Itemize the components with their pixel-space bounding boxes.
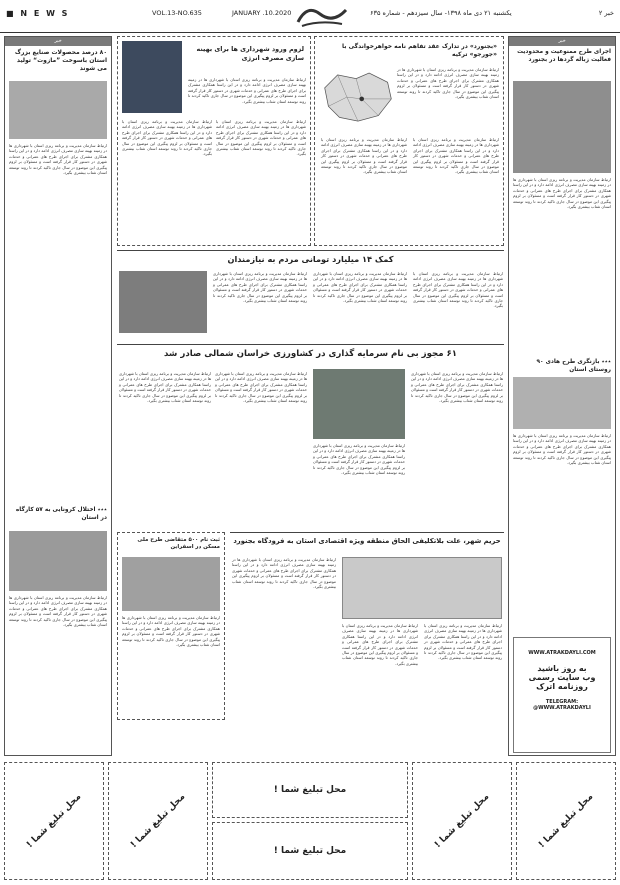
article-title: لزوم ورود شهرداری ها برای بهینه سازی مصرف انرژی: [196, 45, 304, 62]
article-body: ارتباط سازمان مدیریت و برنامه ریزی استان با شهرداری ها در زمینه بهینه سازی مصرف انرژی ادامه دارد و در این راستا همکاری مشترک برای اجرای طرح های عمرانی و خدمات شهری در دستور کار قرار گرفته است و مسئولان بر لزوم پیگیری این موضوع در سال جاری تاکید کردند تا روند توسعه استان شتاب بیشتری بگیرد.: [313, 271, 407, 304]
workshop-photo: [9, 531, 107, 591]
ad-slot[interactable]: محل تبلیغ شما !: [516, 762, 616, 880]
left-column: [4, 36, 112, 756]
article-title: ثبت نام ۵۰۰ متقاضی طرح ملی مسکن در اسفراین: [137, 537, 220, 551]
article-body: ارتباط سازمان مدیریت و برنامه ریزی استان با شهرداری ها در زمینه بهینه سازی مصرف انرژی ادامه دارد و در این راستا همکاری مشترک برای اجرای طرح های عمرانی و خدمات شهری در دستور کار قرار گرفته است و مسئولان بر لزوم پیگیری این موضوع در سال جاری تاکید کردند تا روند توسعه استان شتاب بیشتری بگیرد.: [411, 371, 503, 404]
ad-line1: به روز باشید: [537, 664, 587, 673]
page-number: خبر ۲: [598, 9, 614, 17]
article-body: ارتباط سازمان مدیریت و برنامه ریزی استان با شهرداری ها در زمینه بهینه سازی مصرف انرژی ادامه دارد و در این راستا همکاری مشترک برای اجرای طرح های عمرانی و خدمات شهری در دستور کار قرار گرفته است و مسئولان بر لزوم پیگیری این موضوع در سال جاری تاکید کردند تا روند توسعه استان شتاب بیشتری بگیرد.: [513, 433, 611, 466]
article-body: ارتباط سازمان مدیریت و برنامه ریزی استان با شهرداری ها در زمینه بهینه سازی مصرف انرژی ادامه دارد و در این راستا همکاری مشترک برای اجرای طرح های عمرانی و خدمات شهری در دستور کار قرار گرفته است و مسئولان بر لزوم پیگیری این موضوع در سال جاری تاکید کردند تا روند توسعه استان شتاب بیشتری بگیرد.: [188, 77, 306, 104]
ad-url[interactable]: WWW.ATRAKDAYLI.COM: [528, 650, 596, 656]
column-banner: خبر: [5, 37, 111, 46]
persian-date: یکشنبه ۲۱ دی ماه ۱۳۹۸- سال سیزدهم - شماره ۶۳۵: [370, 9, 512, 17]
ad-slot[interactable]: محل تبلیغ شما !: [412, 762, 512, 880]
article-body: ارتباط سازمان مدیریت و برنامه ریزی استان با شهرداری ها در زمینه بهینه سازی مصرف انرژی ادامه دارد و در این راستا همکاری مشترک برای اجرای طرح های عمرانی و خدمات شهری در دستور کار قرار گرفته است و مسئولان بر لزوم پیگیری این موضوع در سال جاری تاکید کردند تا روند توسعه استان شتاب بیشتری بگیرد.: [232, 557, 336, 590]
ad-slot[interactable]: محل تبلیغ شما !: [108, 762, 208, 880]
volume-number: VOL.13-NO.635: [152, 9, 202, 17]
article-box-left: [117, 36, 311, 246]
article-body: ارتباط سازمان مدیریت و برنامه ریزی استان با شهرداری ها در زمینه بهینه سازی مصرف انرژی ادامه دارد و در این راستا همکاری مشترک برای اجرای طرح های عمرانی و خدمات شهری در دستور کار قرار گرفته است و مسئولان بر لزوم پیگیری این موضوع در سال جاری تاکید کردند تا روند توسعه استان شتاب بیشتری بگیرد.: [397, 67, 499, 100]
gas-flame-photo: [122, 41, 182, 113]
ad-slot[interactable]: محل تبلیغ شما !: [212, 762, 408, 818]
article-body: ارتباط سازمان مدیریت و برنامه ریزی استان با شهرداری ها در زمینه بهینه سازی مصرف انرژی ادامه دارد و در این راستا همکاری مشترک برای اجرای طرح های عمرانی و خدمات شهری در دستور کار قرار گرفته است و مسئولان بر لزوم پیگیری این موضوع در سال جاری تاکید کردند تا روند توسعه استان شتاب بیشتری بگیرد.: [424, 623, 502, 661]
article-body: ارتباط سازمان مدیریت و برنامه ریزی استان با شهرداری ها در زمینه بهینه سازی مصرف انرژی ادامه دارد و در این راستا همکاری مشترک برای اجرای طرح های عمرانی و خدمات شهری در دستور کار قرار گرفته است و مسئولان بر لزوم پیگیری این موضوع در سال جاری تاکید کردند تا روند توسعه استان شتاب بیشتری بگیرد.: [213, 271, 307, 304]
article-body: ارتباط سازمان مدیریت و برنامه ریزی استان با شهرداری ها در زمینه بهینه سازی مصرف انرژی ادامه دارد و در این راستا همکاری مشترک برای اجرای طرح های عمرانی و خدمات شهری در دستور کار قرار گرفته است و مسئولان بر لزوم پیگیری این موضوع در سال جاری تاکید کردند تا روند توسعه استان شتاب بیشتری بگیرد.: [313, 443, 405, 476]
charity-photo: [119, 271, 207, 333]
issue-date: JANUARY .10.2020: [232, 9, 292, 17]
article-box-right: [314, 36, 504, 246]
article-box-housing: [117, 532, 225, 720]
column-banner: خبر: [509, 37, 615, 46]
article-body: ارتباط سازمان مدیریت و برنامه ریزی استان با شهرداری ها در زمینه بهینه سازی مصرف انرژی ادامه دارد و در این راستا همکاری مشترک برای اجرای طرح های عمرانی و خدمات شهری در دستور کار قرار گرفته است و مسئولان بر لزوم پیگیری این موضوع در سال جاری تاکید کردند تا روند توسعه استان شتاب بیشتری بگیرد.: [9, 595, 107, 628]
article-body: ارتباط سازمان مدیریت و برنامه ریزی استان با شهرداری ها در زمینه بهینه سازی مصرف انرژی ادامه دارد و در این راستا همکاری مشترک برای اجرای طرح های عمرانی و خدمات شهری در دستور کار قرار گرفته است و مسئولان بر لزوم پیگیری این موضوع در سال جاری تاکید کردند تا روند توسعه استان شتاب بیشتری بگیرد.: [122, 119, 212, 157]
article-body: ارتباط سازمان مدیریت و برنامه ریزی استان با شهرداری ها در زمینه بهینه سازی مصرف انرژی ادامه دارد و در این راستا همکاری مشترک برای اجرای طرح های عمرانی و خدمات شهری در دستور کار قرار گرفته است و مسئولان بر لزوم پیگیری این موضوع در سال جاری تاکید کردند تا روند توسعه استان شتاب بیشتری بگیرد.: [413, 271, 503, 309]
article-title: اجرای طرح ممنوعیت و محدودیت فعالیت زباله گردها در بجنورد: [517, 49, 611, 63]
article-section: [117, 344, 504, 530]
housing-photo: [122, 557, 220, 611]
article-body: ارتباط سازمان مدیریت و برنامه ریزی استان با شهرداری ها در زمینه بهینه سازی مصرف انرژی ادامه دارد و در این راستا همکاری مشترک برای اجرای طرح های عمرانی و خدمات شهری در دستور کار قرار گرفته است و مسئولان بر لزوم پیگیری این موضوع در سال جاری تاکید کردند تا روند توسعه استان شتاب بیشتری بگیرد.: [215, 371, 307, 404]
waste-photo: [513, 81, 611, 173]
ad-slot[interactable]: محل تبلیغ شما !: [4, 762, 104, 880]
right-column: [508, 36, 616, 756]
masthead: [0, 0, 620, 33]
ad-slot[interactable]: محل تبلیغ شما !: [212, 822, 408, 880]
factory-photo: [9, 81, 107, 139]
telegram-handle[interactable]: @WWW.ATRAKDAYLI: [533, 705, 591, 711]
newspaper-logo: [292, 2, 352, 30]
article-body: ارتباط سازمان مدیریت و برنامه ریزی استان با شهرداری ها در زمینه بهینه سازی مصرف انرژی ادامه دارد و در این راستا همکاری مشترک برای اجرای طرح های عمرانی و خدمات شهری در دستور کار قرار گرفته است و مسئولان بر لزوم پیگیری این موضوع در سال جاری تاکید کردند تا روند توسعه استان شتاب بیشتری بگیرد.: [216, 119, 306, 157]
article-title: ۶۱ مجوز بی نام سرمایه گذاری در کشاورزی خراسان شمالی صادر شد: [163, 349, 458, 359]
article-title: «بجنورد» در تدارک عقد تفاهم نامه خواهرخواندگی با «جورجو» ترکیه: [342, 43, 497, 59]
article-title: ۸۰ درصد محصولات صنایع بزرگ استان باسوخت ”مازوت“ تولید می شوند: [14, 49, 107, 73]
article-title: حریم شهر، علت بلاتکلیفی الحاق منطقه ویژه اقتصادی استان به فرودگاه بجنورد: [233, 537, 501, 545]
ad-line3: روزنامه اترک: [536, 682, 588, 691]
article-section: [117, 250, 504, 342]
article-section: [230, 532, 504, 720]
article-body: ارتباط سازمان مدیریت و برنامه ریزی استان با شهرداری ها در زمینه بهینه سازی مصرف انرژی ادامه دارد و در این راستا همکاری مشترک برای اجرای طرح های عمرانی و خدمات شهری در دستور کار قرار گرفته است و مسئولان بر لزوم پیگیری این موضوع در سال جاری تاکید کردند تا روند توسعه استان شتاب بیشتری بگیرد.: [413, 137, 499, 175]
article-title: ٭٭٭ بازنگری طرح هادی ۹۰ روستای استان: [536, 359, 611, 373]
news-label: ■ N E W S: [6, 9, 70, 18]
article-body: ارتباط سازمان مدیریت و برنامه ریزی استان با شهرداری ها در زمینه بهینه سازی مصرف انرژی ادامه دارد و در این راستا همکاری مشترک برای اجرای طرح های عمرانی و خدمات شهری در دستور کار قرار گرفته است و مسئولان بر لزوم پیگیری این موضوع در سال جاری تاکید کردند تا روند توسعه استان شتاب بیشتری بگیرد.: [342, 623, 418, 666]
article-body: ارتباط سازمان مدیریت و برنامه ریزی استان با شهرداری ها در زمینه بهینه سازی مصرف انرژی ادامه دارد و در این راستا همکاری مشترک برای اجرای طرح های عمرانی و خدمات شهری در دستور کار قرار گرفته است و مسئولان بر لزوم پیگیری این موضوع در سال جاری تاکید کردند تا روند توسعه استان شتاب بیشتری بگیرد.: [119, 371, 211, 404]
article-body: ارتباط سازمان مدیریت و برنامه ریزی استان با شهرداری ها در زمینه بهینه سازی مصرف انرژی ادامه دارد و در این راستا همکاری مشترک برای اجرای طرح های عمرانی و خدمات شهری در دستور کار قرار گرفته است و مسئولان بر لزوم پیگیری این موضوع در سال جاری تاکید کردند تا روند توسعه استان شتاب بیشتری بگیرد.: [122, 615, 220, 648]
greenhouse-photo: [313, 369, 405, 439]
website-ad[interactable]: [513, 637, 611, 753]
airport-photo: [342, 557, 502, 619]
ad-line2: وب سایت رسمی: [528, 673, 596, 682]
telegram-label: TELEGRAM:: [545, 699, 579, 705]
province-map: [321, 67, 395, 129]
article-title: ٭٭٭ اختلال کرونایی به ۵۷ کارگاه در استان: [15, 507, 107, 521]
article-title: کمک ۱۴ میلیارد تومانی مردم به نیازمندان: [227, 254, 394, 264]
article-body: ارتباط سازمان مدیریت و برنامه ریزی استان با شهرداری ها در زمینه بهینه سازی مصرف انرژی ادامه دارد و در این راستا همکاری مشترک برای اجرای طرح های عمرانی و خدمات شهری در دستور کار قرار گرفته است و مسئولان بر لزوم پیگیری این موضوع در سال جاری تاکید کردند تا روند توسعه استان شتاب بیشتری بگیرد.: [513, 177, 611, 210]
article-body: ارتباط سازمان مدیریت و برنامه ریزی استان با شهرداری ها در زمینه بهینه سازی مصرف انرژی ادامه دارد و در این راستا همکاری مشترک برای اجرای طرح های عمرانی و خدمات شهری در دستور کار قرار گرفته است و مسئولان بر لزوم پیگیری این موضوع در سال جاری تاکید کردند تا روند توسعه استان شتاب بیشتری بگیرد.: [321, 137, 407, 175]
village-photo: [513, 377, 611, 429]
article-body: ارتباط سازمان مدیریت و برنامه ریزی استان با شهرداری ها در زمینه بهینه سازی مصرف انرژی ادامه دارد و در این راستا همکاری مشترک برای اجرای طرح های عمرانی و خدمات شهری در دستور کار قرار گرفته است و مسئولان بر لزوم پیگیری این موضوع در سال جاری تاکید کردند تا روند توسعه استان شتاب بیشتری بگیرد.: [9, 143, 107, 176]
